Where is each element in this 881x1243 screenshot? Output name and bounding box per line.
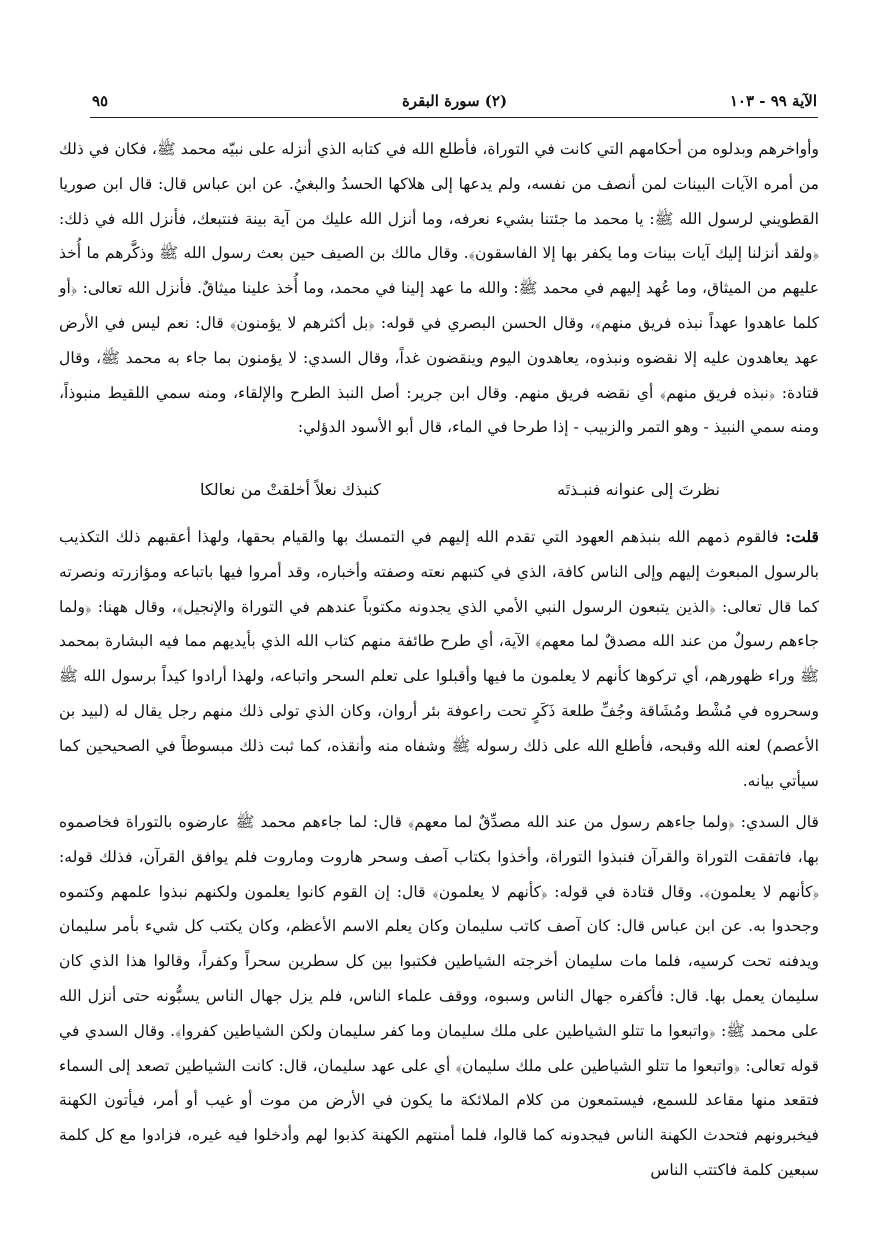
paragraph-1 [59, 132, 819, 445]
page-header [92, 92, 817, 118]
paragraph-2 [59, 520, 819, 798]
header-rule [90, 117, 818, 118]
surah-title: (٢) سورة البقرة [401, 92, 508, 110]
paragraph-1-text: وأواخرهم وبدلوه من أحكامهم التي كانت في التوراة، فأطلع الله في كتابه الذي أنزله على نبيّه محمد ﷺ، فكان في ذلك من أمره الآيات البينات لمن أنصف من نفسه، ولم يدعها إلى هلاكها الحسدُ والبغيُ. عن ابن عباس قال: قال ابن صوريا القطويني لرسول الله ﷺ: يا محمد ما جئتنا بشيء نعرفه، وما أنزل الله عليك من آية بينة فنتبعك، فأنزل الله في ذلك: ﴿ولقد أنزلنا إليك آيات بينات وما يكفر بها إلا الفاسقون﴾. وقال مالك بن الصيف حين بعث رسول الله ﷺ وذكَّرهم ما أُخذ عليهم من الميثاق، وما عُهد إليهم في محمد ﷺ: والله ما عهد إلينا في محمد، وما أُخذ علينا ميثاقٌ. فأنزل الله تعالى: ﴿أو كلما عاهدوا عهداً نبذه فريق منهم﴾، وقال الحسن البصري في قوله: ﴿بل أكثرهم لا يؤمنون﴾ قال: نعم ليس في الأرض عهد يعاهدون عليه إلا نقضوه ونبذوه، يعاهدون اليوم وينقضون غداً، وقال السدي: لا يؤمنون بما جاء به محمد ﷺ، وقال قتادة: ﴿نبذه فريق منهم﴾ أي نقضه فريق منهم. وقال ابن جرير: أصل النبذ الطرح والإلقاء، ومنه سمي اللقيط منبوذاً، ومنه سمي النبيذ - وهو التمر والزبيب - إذا طرحا في الماء، قال أبو الأسود الدؤلي: [59, 140, 819, 437]
page-number: ٩٥ [92, 92, 109, 110]
paragraph-3-text: قال السدي: ﴿ولما جاءهم رسول من عند الله مصدِّقٌ لما معهم﴾ قال: لما جاءهم محمد ﷺ عارضوه بالتوراة فخاصموه بها، فاتفقت التوراة والقرآن فنبذوا التوراة، وأخذوا بكتاب آصف وسحر هاروت وماروت فلم يوافق القرآن، فذلك قوله: ﴿كأنهم لا يعلمون﴾. وقال قتادة في قوله: ﴿كأنهم لا يعلمون﴾ قال: إن القوم كانوا يعلمون ولكنهم نبذوا علمهم وكتموه وجحدوا به. عن ابن عباس قال: كان آصف كاتب سليمان وكان يعلم الاسم الأعظم، وكان يكتب كل شيء بأمر سليمان ويدفنه تحت كرسيه، فلما مات سليمان أخرجته الشياطين فكتبوا بين كل سطرين سحراً وكفراً، وقالوا هذا الذي كان سليمان يعمل بها. قال: فأكفره جهال الناس وسبوه، ووقف علماء الناس، فلم يزل جهال الناس يسبُّونه حتى أنزل الله على محمد ﷺ: ﴿واتبعوا ما تتلو الشياطين على ملك سليمان وما كفر سليمان ولكن الشياطين كفروا﴾. وقال السدي في قوله تعالى: ﴿واتبعوا ما تتلو الشياطين على ملك سليمان﴾ أي على عهد سليمان، قال: كانت الشياطين تصعد إلى السماء فتقعد منها مقاعد للسمع، فيستمعون من كلام الملائكة ما يكون في الأرض من موت أو غيب أو أمر، فيأتون الكهنة فيخبرونهم فتحدث الكهنة الناس فيجدونه كما قالوا، فلما أمنتهم الكهنة كذبوا لهم وأدخلوا فيه غيره، فزادوا مع كل كلمة سبعين كلمة فاكتتب الناس [59, 813, 819, 1179]
paragraph-2-text: فالقوم ذمهم الله بنبذهم العهود التي تقدم الله إليهم في التمسك بها والقيام بحقها، ولهذا أعقبهم ذلك التكذيب بالرسول المبعوث إليهم وإلى الناس كافة، الذي في كتبهم نعته وصفته وأخباره، وقد أمروا فيها باتباعه ومؤازرته ونصرته كما قال تعالى: ﴿الذين يتبعون الرسول النبي الأمي الذي يجدونه مكتوباً عندهم في التوراة والإنجيل﴾، وقال ههنا: ﴿ولما جاءهم رسولٌ من عند الله مصدقٌ لما معهم﴾ الآية، أي طرح طائفة منهم كتاب الله الذي بأيديهم مما فيه البشارة بمحمد ﷺ وراء ظهورهم، أي تركوها كأنهم لا يعلمون ما فيها وأقبلوا على تعلم السحر واتباعه، ولهذا أرادوا كيداً برسول الله ﷺ وسحروه في مُشْط ومُشَاقة وجُفِّ طلعة ذَكَرٍ تحت راعوفة بئر أروان، وكان الذي تولى ذلك منهم رجل يقال له (لبيد بن الأعصم) لعنه الله وقبحه، فأطلع الله على ذلك رسوله ﷺ وشفاه منه وأنقذه، كما ثبت ذلك مبسوطاً في الصحيحين كما سيأتي بيانه. [59, 528, 819, 790]
verse-range: الآية ٩٩ - ١٠٣ [729, 92, 817, 110]
paragraph-3 [59, 805, 819, 1188]
poem-verse [200, 480, 720, 510]
paragraph-2-body [59, 520, 819, 798]
poem-hemistich-2: كنبذك نعلاً أخلقتْ من نعالكا [200, 480, 381, 499]
paragraph-2-lead: قلت: [785, 527, 819, 546]
poem-hemistich-1: نظرتَ إلى عنوانه فنبـذتَه [557, 480, 720, 499]
